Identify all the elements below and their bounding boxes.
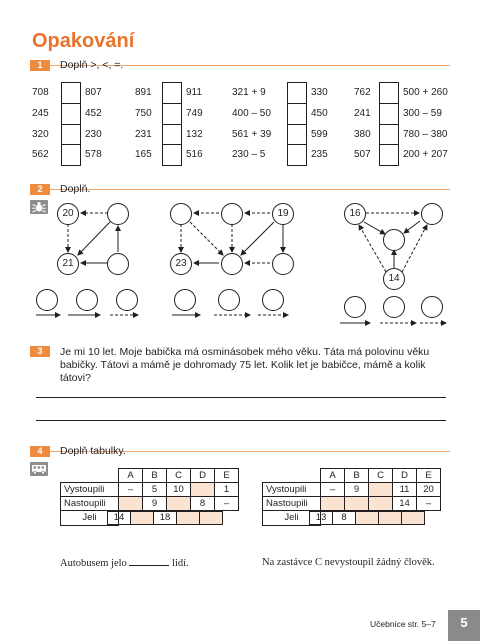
answer-1-before: Autobusem jelo (60, 558, 127, 569)
table-header-cell: C (167, 469, 191, 483)
table-header-row (263, 469, 441, 483)
table-cell: 11 (393, 483, 417, 497)
graph-2-node-bottom-left: 23 (170, 253, 192, 275)
comparison-left: 891 (135, 87, 152, 98)
comparison-right: 749 (186, 108, 203, 119)
comparison-right: 230 (85, 129, 102, 140)
table-header-cell: D (393, 469, 417, 483)
comparison-right: 578 (85, 149, 102, 160)
graph-2-node-top-right: 19 (272, 203, 294, 225)
table-row-label: Jeli (61, 511, 119, 526)
table-row (61, 483, 239, 497)
answer-1-blank[interactable] (129, 556, 169, 566)
comparison-right: 516 (186, 149, 203, 160)
table-row-label: Jeli (263, 511, 321, 526)
jeli-cell[interactable] (401, 511, 425, 525)
answer-circle[interactable] (421, 296, 443, 318)
table-row-jeli (61, 511, 239, 526)
table-cell: 20 (417, 483, 441, 497)
answer-1-after: lidí. (172, 558, 189, 569)
writing-line[interactable] (36, 397, 446, 398)
table-row (263, 483, 441, 497)
comparison-left: 708 (32, 87, 49, 98)
writing-line[interactable] (36, 420, 446, 421)
table-header-row (61, 469, 239, 483)
jeli-cell[interactable] (176, 511, 200, 525)
jeli-cells (315, 511, 441, 526)
jeli-cell: 13 (309, 511, 333, 525)
jeli-cell: 14 (107, 511, 131, 525)
table-cell: 8 (191, 497, 215, 511)
graph-1-node-bottom-left: 21 (57, 253, 79, 275)
comparison-right: 132 (186, 129, 203, 140)
table-row-label: Vystoupili (263, 483, 321, 497)
answer-1 (60, 556, 189, 570)
answer-circle[interactable] (76, 289, 98, 311)
table-cell[interactable] (369, 497, 393, 511)
answer-2: Na zastávce C nevystoupil žádný člověk. (262, 557, 435, 568)
table-cell: – (119, 483, 143, 497)
comparison-left: 165 (135, 149, 152, 160)
comparison-right: 300 – 59 (403, 108, 442, 119)
table-header-cell: B (143, 469, 167, 483)
jeli-cell[interactable] (355, 511, 379, 525)
answer-circle[interactable] (218, 289, 240, 311)
graph-3-node-bottom: 14 (383, 268, 405, 290)
comparison-left: 245 (32, 108, 49, 119)
comparison-left: 321 + 9 (232, 87, 266, 98)
table-header-cell: A (321, 469, 345, 483)
page-number: 5 (448, 610, 480, 641)
footer-reference: Učebnice str. 5–7 (370, 619, 436, 629)
comparison-left: 380 (354, 129, 371, 140)
graph-2-node-top-left[interactable] (170, 203, 192, 225)
comparison-right: 200 + 207 (403, 149, 448, 160)
table-header-cell: D (191, 469, 215, 483)
table-cell[interactable] (191, 483, 215, 497)
comparison-right: 235 (311, 149, 328, 160)
table-header-cell: B (345, 469, 369, 483)
table-cell[interactable] (369, 483, 393, 497)
section-3-number: 3 (37, 346, 43, 356)
graph-1-node-bottom-right[interactable] (107, 253, 129, 275)
comparison-left: 762 (354, 87, 371, 98)
table-row-jeli (263, 511, 441, 526)
answer-circle[interactable] (344, 296, 366, 318)
comparison-right: 450 (311, 108, 328, 119)
jeli-cell[interactable] (378, 511, 402, 525)
table-cell[interactable] (321, 497, 345, 511)
comparison-right: 911 (186, 87, 202, 98)
table-row-label: Nastoupili (61, 497, 119, 511)
jeli-cells (113, 511, 239, 526)
table-row-label: Nastoupili (263, 497, 321, 511)
table-corner (61, 469, 119, 483)
comparison-left: 750 (135, 108, 152, 119)
graph-1-node-top-left: 20 (57, 203, 79, 225)
bus-table-1 (60, 468, 239, 526)
table-row-label: Vystoupili (61, 483, 119, 497)
comparison-left: 400 – 50 (232, 108, 271, 119)
bus-icon (30, 462, 48, 476)
graph-1-node-top-right[interactable] (107, 203, 129, 225)
table-cell: 5 (143, 483, 167, 497)
jeli-cell[interactable] (130, 511, 154, 525)
answer-circle[interactable] (174, 289, 196, 311)
bus-table-2 (262, 468, 441, 526)
table-cell[interactable] (119, 497, 143, 511)
answer-circle[interactable] (383, 296, 405, 318)
comparison-right: 599 (311, 129, 328, 140)
table-cell: 9 (345, 483, 369, 497)
comparison-right: 807 (85, 87, 102, 98)
comparison-left: 241 (354, 108, 371, 119)
section-4-number: 4 (37, 446, 43, 456)
table-cell: – (417, 497, 441, 511)
comparison-left: 231 (135, 129, 152, 140)
table-cell: 1 (215, 483, 239, 497)
table-row (61, 497, 239, 511)
section-2-number: 2 (37, 184, 43, 194)
graph-2-node-top-middle[interactable] (221, 203, 243, 225)
comparison-left: 230 – 5 (232, 149, 266, 160)
table-cell: – (321, 483, 345, 497)
comparison-right: 500 + 260 (403, 87, 448, 98)
table-cell[interactable] (167, 497, 191, 511)
graph-3-node-center[interactable] (383, 229, 405, 251)
jeli-cell: 8 (332, 511, 356, 525)
section-1-number: 1 (37, 60, 43, 70)
section-1-instruction: Doplň >, <, =. (60, 59, 124, 71)
table-cell: 9 (143, 497, 167, 511)
answer-circle[interactable] (116, 289, 138, 311)
comparison-left: 320 (32, 129, 49, 140)
answer-circle[interactable] (262, 289, 284, 311)
page-title: Opakování (32, 30, 135, 52)
table-corner (263, 469, 321, 483)
comparison-right: 780 – 380 (403, 129, 448, 140)
table-header-cell: C (369, 469, 393, 483)
jeli-cell: 18 (153, 511, 177, 525)
graph-2-node-bottom-middle[interactable] (221, 253, 243, 275)
section-3-problem: Je mi 10 let. Moje babička má osminásobek mého věku. Táta má polovinu věku babičky. Tátovi a mámě je dohromady 75 let. Kolik let je babičce, mámě a kolik tátovi? (60, 346, 430, 384)
comparison-left: 507 (354, 149, 371, 160)
table-header-cell: E (215, 469, 239, 483)
graph-3-node-top-left: 16 (344, 203, 366, 225)
graph-3-node-top-right[interactable] (421, 203, 443, 225)
answer-circle[interactable] (36, 289, 58, 311)
section-2-instruction: Doplň. (60, 183, 91, 195)
section-4-instruction: Doplň tabulky. (60, 445, 126, 457)
jeli-cell[interactable] (199, 511, 223, 525)
table-header-cell: E (417, 469, 441, 483)
comparison-right: 330 (311, 87, 328, 98)
graph-2-node-bottom-right[interactable] (272, 253, 294, 275)
table-header-cell: A (119, 469, 143, 483)
comparison-left: 561 + 39 (232, 129, 272, 140)
comparison-right: 452 (85, 108, 102, 119)
table-cell: – (215, 497, 239, 511)
table-row (263, 497, 441, 511)
table-cell[interactable] (345, 497, 369, 511)
table-cell: 10 (167, 483, 191, 497)
table-cell: 14 (393, 497, 417, 511)
comparison-left: 562 (32, 149, 49, 160)
